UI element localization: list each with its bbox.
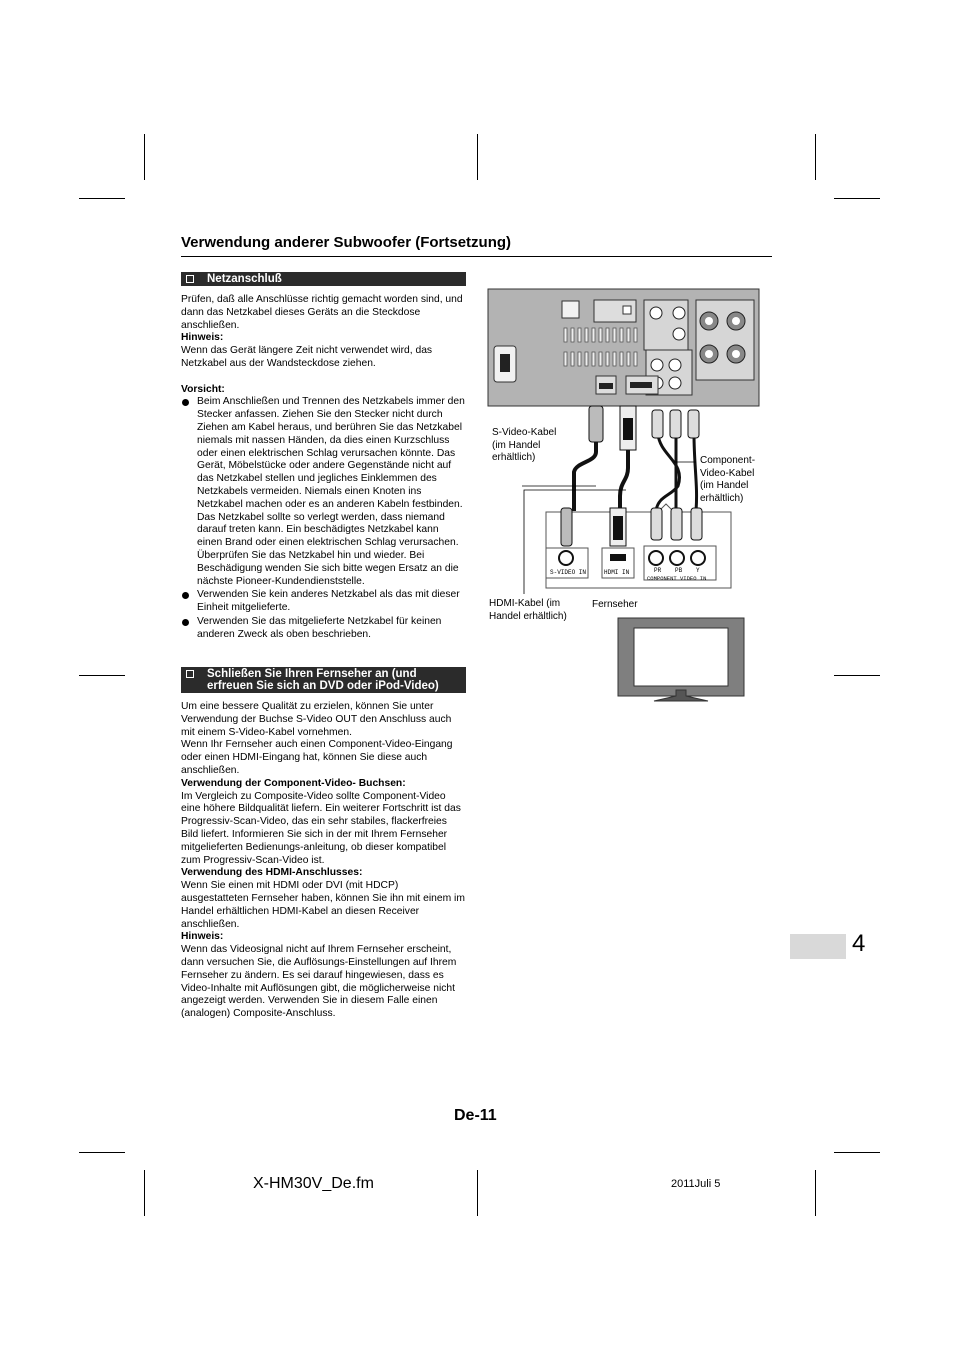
- component-video-in-label: COMPONENT VIDEO IN: [647, 575, 707, 582]
- fernseher-body: [181, 701, 466, 1021]
- hinweis-label: Hinweis:: [181, 931, 224, 943]
- crop-mark: [144, 1170, 145, 1216]
- crop-mark: [144, 134, 145, 180]
- svideo-in-jack-label: S-VIDEO IN: [550, 569, 587, 576]
- title-rule: [181, 256, 772, 257]
- page-tab: [790, 934, 846, 959]
- crop-mark: [79, 675, 125, 676]
- list-item: [181, 589, 466, 615]
- hinweis-label: Hinweis:: [181, 332, 224, 344]
- bullet-icon: [182, 592, 189, 599]
- svideo-cable-label: S-Video-Kabel (im Handel erhältlich): [492, 427, 557, 463]
- hdmi-in-jack-label: HDMI IN: [604, 569, 630, 576]
- netzanschluss-heading: [181, 272, 466, 286]
- section-title: Verwendung anderer Subwoofer (Fortsetzung): [181, 234, 512, 251]
- crop-mark: [79, 198, 125, 199]
- list-item-text: Verwenden Sie kein anderes Netzkabel als das mit dieser Einheit mitgelieferte.: [197, 589, 460, 614]
- page-label: De-11: [454, 1107, 497, 1124]
- intro-text: Prüfen, daß alle Anschlüsse richtig gemacht worden sind, und dann das Netzkabel dieses Geräts an die Steckdose anschließen.: [181, 294, 463, 331]
- list-item: [181, 396, 466, 588]
- heading-text: Netzanschluß: [207, 273, 282, 285]
- file-name: X-HM30V_De.fm: [253, 1175, 374, 1192]
- intro-text-2: Wenn Ihr Fernseher auch einen Component-Video-Eingang oder einen HDMI-Eingang hat, können Sie diese auch anschließen.: [181, 739, 453, 776]
- square-bullet-icon: [186, 275, 194, 283]
- crop-mark: [834, 675, 880, 676]
- heading-text: Schließen Sie Ihren Fernseher an (und: [207, 668, 417, 680]
- vorsicht-label: Vorsicht:: [181, 383, 225, 395]
- crop-mark: [834, 1152, 880, 1153]
- crop-mark: [815, 1170, 816, 1216]
- hdmi-text: Wenn Sie einen mit HDMI oder DVI (mit HDCP) ausgestatteten Fernseher haben, können Sie ihn mit einem im Handel erhältlichen HDMI-Kabel an diesen Receiver anschließen.: [181, 880, 465, 930]
- file-date: 2011Juli 5: [671, 1178, 721, 1190]
- list-item: [181, 616, 466, 642]
- heading-text: erfreuen Sie sich an DVD oder iPod-Video): [207, 680, 439, 692]
- intro-text: Um eine bessere Qualität zu erzielen, können Sie unter Verwendung der Buchse S-Video OUT den Anschluss auch mit einem S-Video-Kabel vornehmen.: [181, 701, 452, 738]
- crop-mark: [815, 134, 816, 180]
- list-item-text: Beim Anschließen und Trennen des Netzkabels immer den Stecker anfassen. Ziehen Sie den Stecker nicht durch Ziehen am Kabel heraus, und berühren Sie das Netzkabel niemals mit nassen Händen, da dies einen Kurzschluss oder einen elektrischen Schlag verursachen könnte. Das Gerät, Möbelstücke oder andere Gegenstände nicht auf das Netzkabel stellen und jegliches Einklemmen des Netzkabels vermeiden. Niemals einen Knoten ins Netzkabel machen oder es an anderen Kabeln festbinden. Das Netzkabel sollte so verlegt werden, dass niemand darauf treten kann. Ein beschädigtes Netzkabel kann einen Brand oder einen elektrischen Schlag verursachen. Überprüfen Sie das Netzkabel hin und wieder. Bei Beschädigung wenden Sie sich bitte wegen Ersatz an die nächste Pioneer-Kundendienststelle.: [197, 396, 465, 587]
- list-item-text: Verwenden Sie das mitgelieferte Netzkabel für keinen anderen Zweck als oben beschrieben.: [197, 615, 442, 640]
- pb-jack-label: PB: [675, 567, 683, 574]
- hinweis-text: Wenn das Gerät längere Zeit nicht verwendet wird, das Netzkabel aus der Wandsteckdose ziehen.: [181, 345, 433, 369]
- crop-mark: [477, 1170, 478, 1216]
- square-bullet-icon: [186, 670, 194, 678]
- component-cable-label: Component- Video-Kabel (im Handel erhältlich): [700, 455, 756, 504]
- component-text: Im Vergleich zu Composite-Video sollte Component-Video eine höhere Bildqualität liefern. Ein weiterer Fortschritt ist das Progressiv-Scan-Video, das ein sehr stabiles, flackerfreies Bild liefert. Informieren Sie sich in der mit Ihrem Fernseher mitgelieferten Bedienungs-anleitung, ob dieser kompatibel zum Progressiv-Scan-Video ist.: [181, 790, 461, 866]
- hdmi-label: Verwendung des HDMI-Anschlusses:: [181, 867, 363, 879]
- pr-jack-label: PR: [654, 567, 662, 574]
- component-label: Verwendung der Component-Video- Buchsen:: [181, 777, 406, 789]
- crop-mark: [477, 134, 478, 180]
- y-jack-label: Y: [696, 567, 700, 574]
- vorsicht-list: [181, 396, 466, 641]
- hinweis-text: Wenn das Videosignal nicht auf Ihrem Fernseher erscheint, dann versuchen Sie, die Auflösungs-Einstellungen auf Ihrem Fernseher zu ändern. Es sei darauf hingewiesen, dass es Video-Inhalte mit Auflösungen gibt, die möglicherweise nicht angezeigt werden. Verwenden Sie in diesem Falle einen (analogen) Composite-Anschluss.: [181, 944, 457, 1020]
- page-number: 4: [852, 930, 866, 957]
- tv-label: Fernseher: [592, 599, 638, 610]
- hdmi-cable-label: HDMI-Kabel (im Handel erhältlich): [489, 598, 567, 622]
- bullet-icon: [182, 399, 189, 406]
- connection-diagram: [486, 286, 776, 706]
- crop-mark: [834, 198, 880, 199]
- fernseher-heading: [181, 667, 466, 693]
- crop-mark: [79, 1152, 125, 1153]
- netzanschluss-body: [181, 294, 466, 643]
- bullet-icon: [182, 619, 189, 626]
